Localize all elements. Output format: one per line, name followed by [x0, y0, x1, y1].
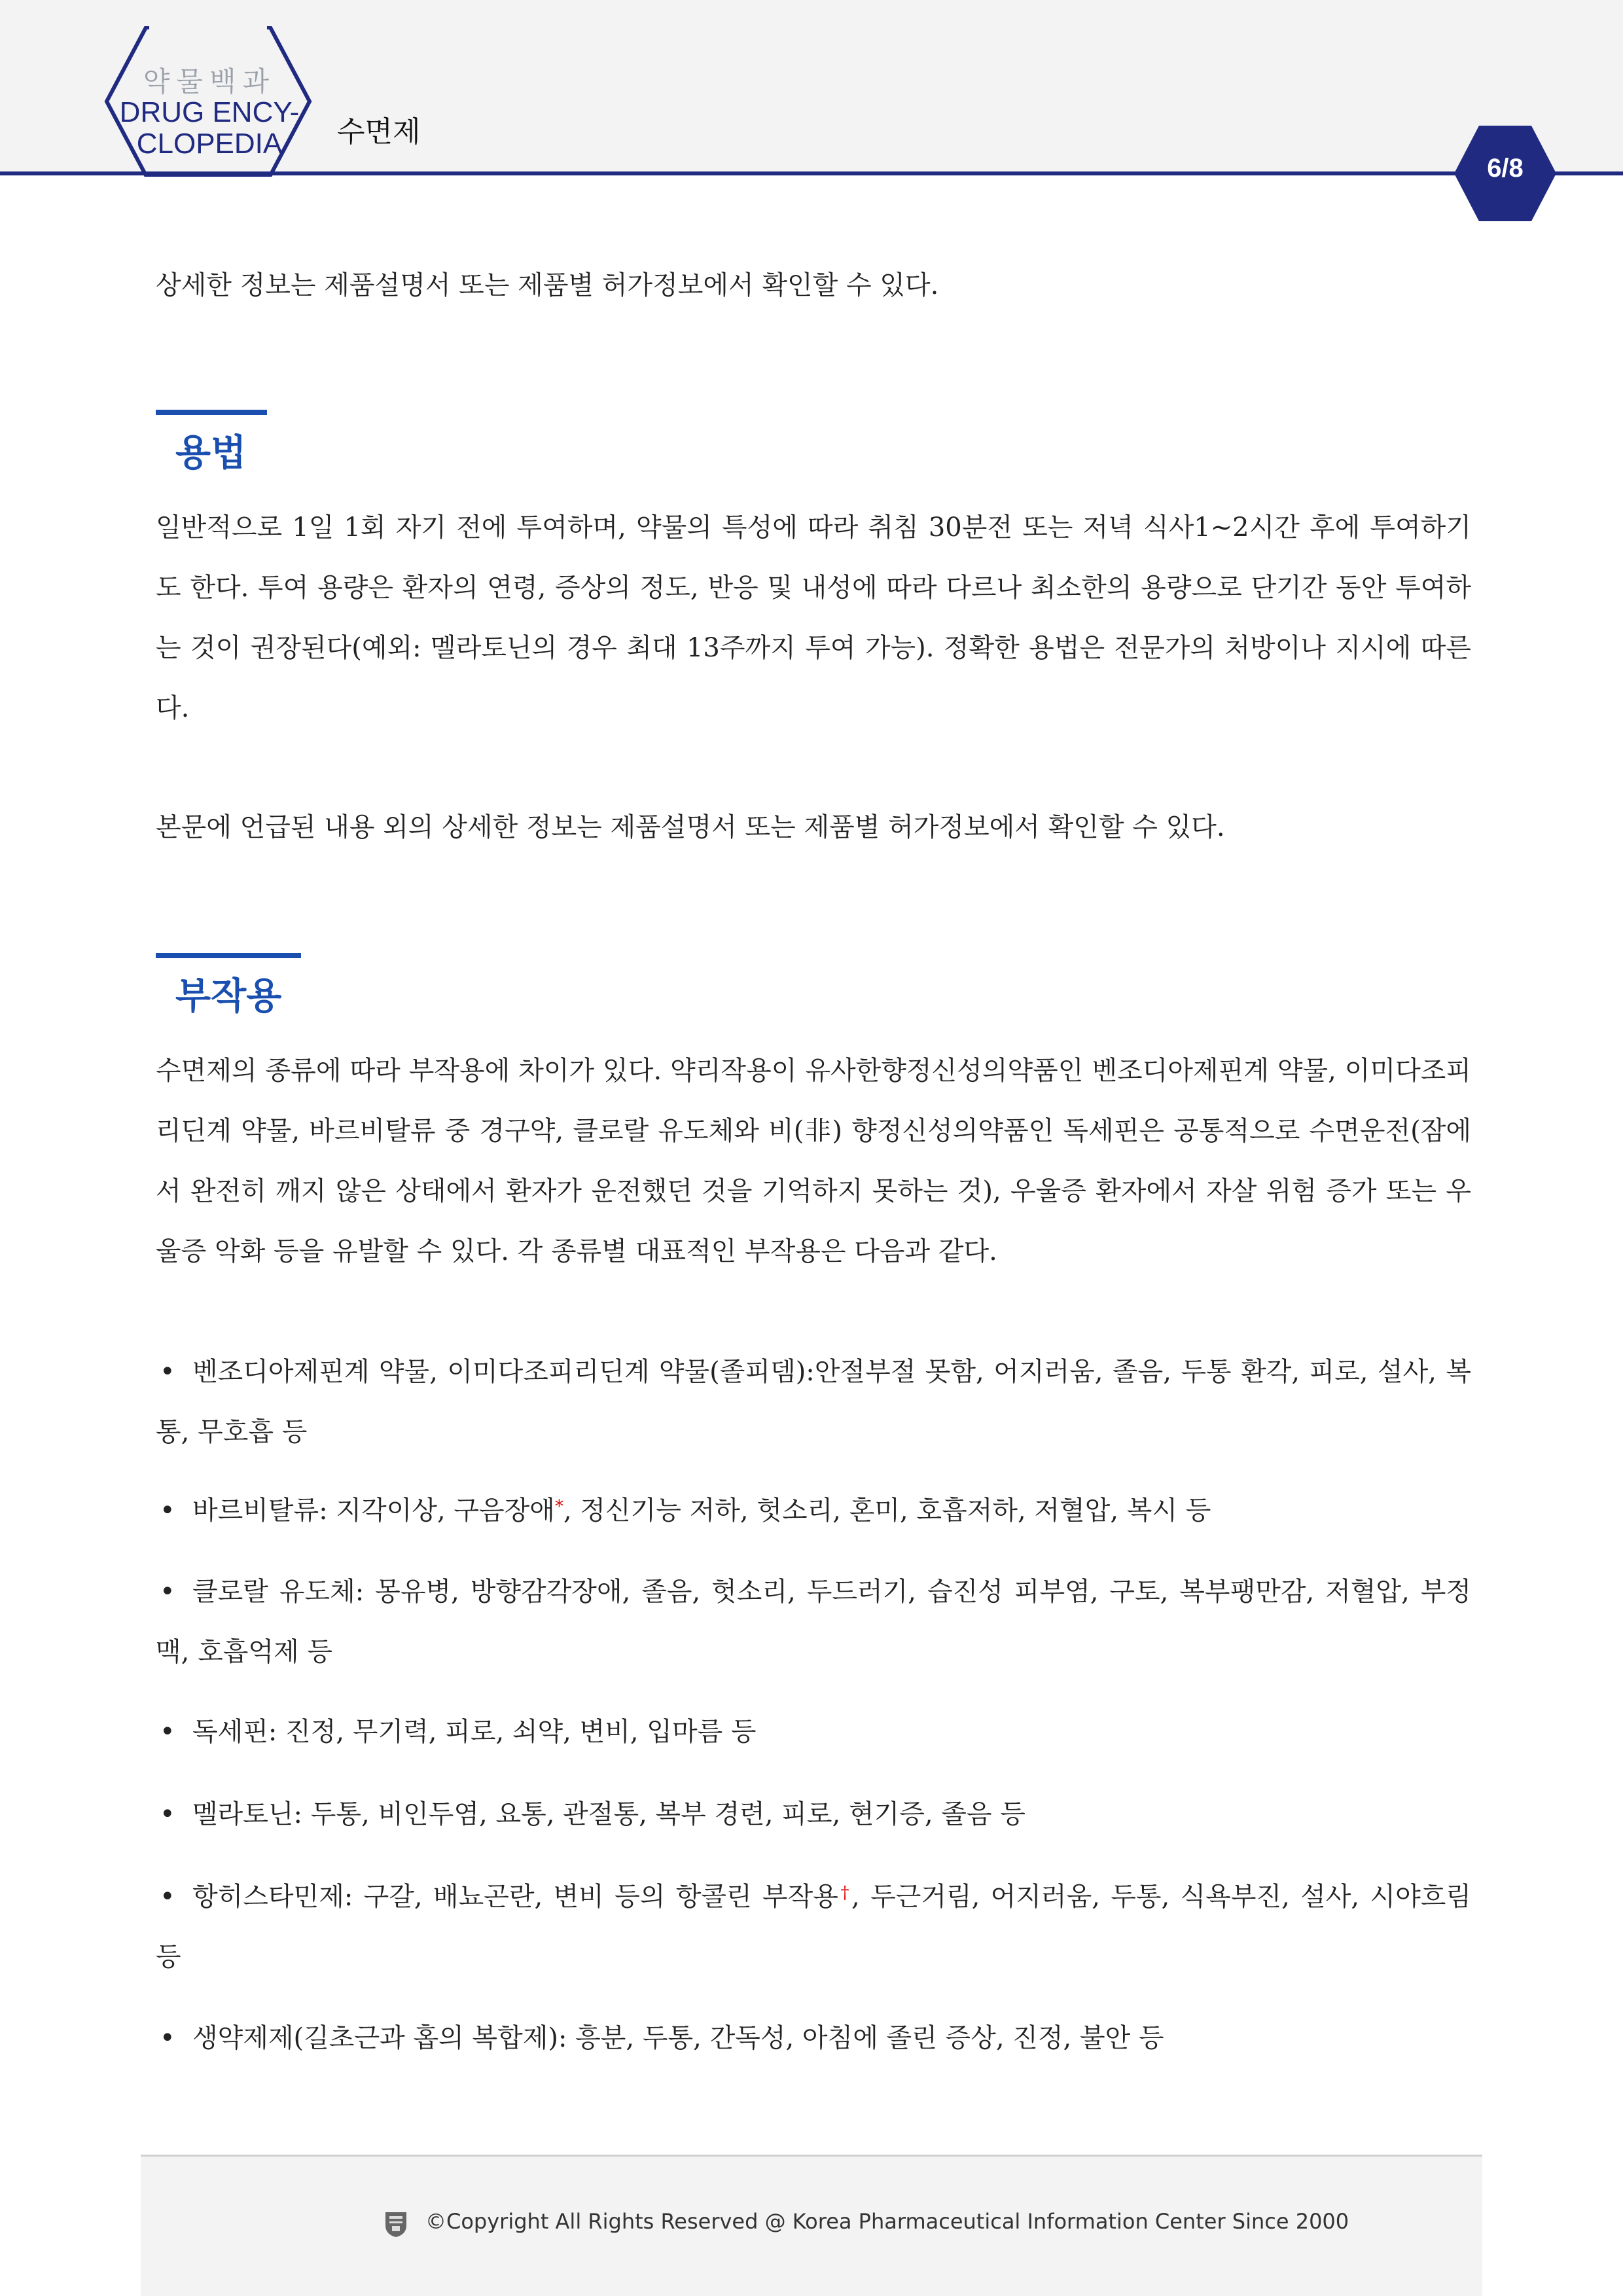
section-bar-dosage [156, 410, 267, 415]
side-effects-intro: 수면제의 종류에 따라 부작용에 차이가 있다. 약리작용이 유사한향정신성의약품인 벤조디아제핀계 약물, 이미다조피리딘계 약물, 바르비탈류 중 경구약, 클로랄 유도체와 비(非) 향정신성의약품인 독세핀은 공통적으로 수면운전(잠에서 완전히 깨지 않은 상태에서 환자가 운전했던 것을 기억하지 못하는 것), 우울증 환자에서 자살 위험 증가 또는 우울증 악화 등을 유발할 수 있다. 각 종류별 대표적인 부작용은 다음과 같다. [156, 1056, 1471, 1266]
list-item-text: 생약제제(길초근과 홉의 복합제): 흥분, 두통, 간독성, 아침에 졸린 증상, 진정, 불안 등 [192, 2023, 1164, 2053]
copyright-text: ©Copyright All Rights Reserved @ Korea Pharmaceutical Information Center Since 2000 [425, 2209, 1349, 2234]
bullet-icon: • [160, 1496, 175, 1526]
list-item [156, 1702, 1471, 1762]
list-item-text: 바르비탈류: 지각이상, 구음장애 [192, 1496, 555, 1526]
bullet-icon: • [160, 1717, 175, 1747]
list-item-text: 멜라토닌: 두통, 비인두염, 요통, 관절통, 복부 경련, 피로, 현기증, 졸음 등 [192, 1799, 1026, 1829]
document-title: 수면제 [337, 115, 421, 149]
list-item-text: 클로랄 유도체: 몽유병, 방향감각장애, 졸음, 헛소리, 두드러기, 습진성 피부염, 구토, 복부팽만감, 저혈압, 부정맥, 호흡억제 등 [156, 1577, 1471, 1667]
bullet-icon: • [160, 1882, 175, 1912]
bullet-icon: • [160, 2023, 175, 2053]
bullet-icon: • [160, 1577, 175, 1607]
footnote-dagger-mark: † [838, 1883, 852, 1903]
list-item-text: 벤조디아제핀계 약물, 이미다조피리딘계 약물(졸피뎀):안절부절 못함, 어지러움, 졸음, 두통 환각, 피로, 설사, 복통, 무호흡 등 [156, 1357, 1471, 1447]
list-item-text: 항히스타민제: 구갈, 배뇨곤란, 변비 등의 항콜린 부작용 [192, 1882, 838, 1912]
logo-korean: 약물백과 [143, 65, 276, 98]
logo-english-line1: DRUG ENCY- [119, 96, 300, 128]
list-item [156, 1342, 1471, 1462]
list-item-text-cont: , 두근거림, 어지러움, 두통, 식욕부진, 설사, 시야흐림 등 [156, 1882, 1471, 1972]
bullet-icon: • [160, 1357, 175, 1387]
section-title-side-effects: 부작용 [175, 975, 282, 1018]
footer-divider [141, 2155, 1482, 2157]
footnote-star-mark: * [554, 1497, 563, 1516]
page-number: 6/8 [1487, 154, 1524, 183]
dosage-paragraph: 일반적으로 1일 1회 자기 전에 투여하며, 약물의 특성에 따라 취침 30분전 또는 저녁 식사1~2시간 후에 투여하기도 한다. 투여 용량은 환자의 연령, 증상의 정도, 반응 및 내성에 따라 다르나 최소한의 용량으로 단기간 동안 투여하는 것이 권장된다(예외: 멜라토닌의 경우 최대 13주까지 투여 가능). 정확한 용법은 전문가의 처방이나 지시에 따른다. [156, 512, 1471, 723]
crest-icon [383, 2210, 409, 2238]
list-item [156, 1867, 1471, 1987]
intro-paragraph: 상세한 정보는 제품설명서 또는 제품별 허가정보에서 확인할 수 있다. [156, 270, 939, 300]
bullet-icon: • [160, 1799, 175, 1829]
list-item-text: 독세핀: 진정, 무기력, 피로, 쇠약, 변비, 입마름 등 [192, 1717, 757, 1747]
section-title-dosage: 용법 [175, 432, 247, 475]
list-item [156, 1562, 1471, 1682]
list-item [156, 2008, 1471, 2068]
list-item-text-cont: , 정신기능 저하, 헛소리, 혼미, 호흡저하, 저혈압, 복시 등 [563, 1496, 1211, 1526]
dosage-note-paragraph: 본문에 언급된 내용 외의 상세한 정보는 제품설명서 또는 제품별 허가정보에서 확인할 수 있다. [156, 812, 1225, 842]
list-item [156, 1480, 1471, 1541]
list-item [156, 1784, 1471, 1844]
section-bar-side-effects [156, 953, 301, 958]
logo-english-line2: CLOPEDIA [136, 128, 283, 160]
